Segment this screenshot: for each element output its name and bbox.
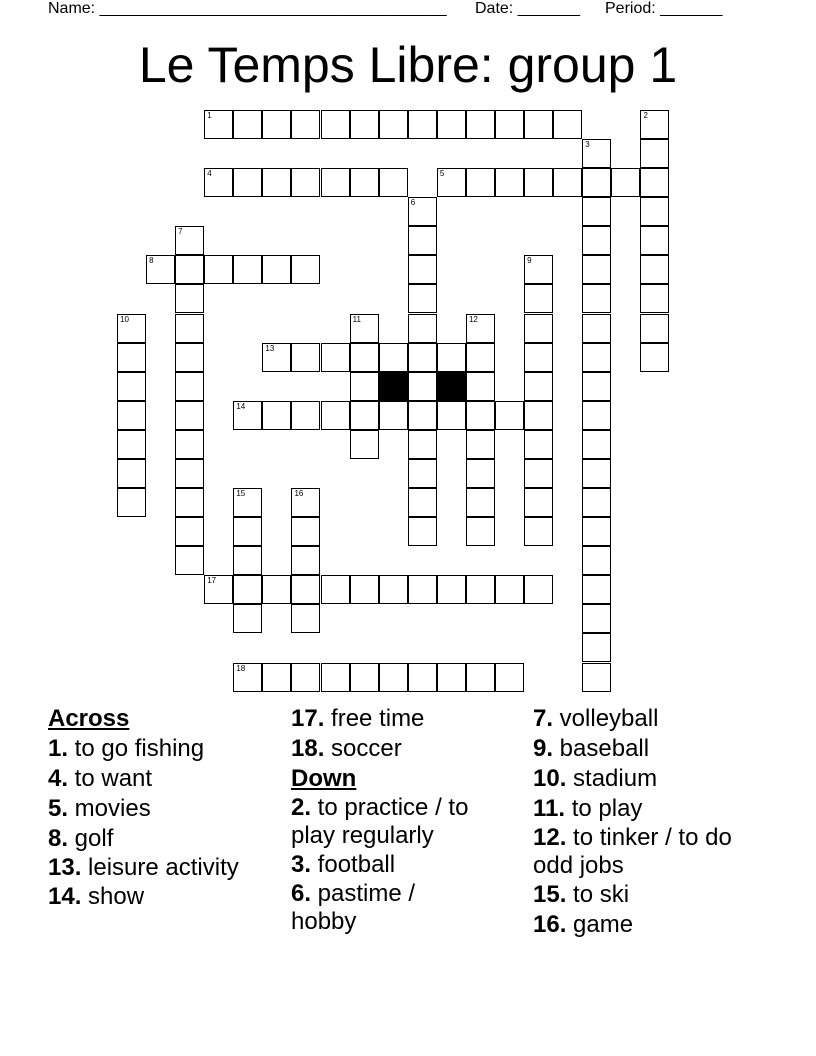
grid-cell[interactable] <box>524 517 553 546</box>
grid-cell[interactable] <box>291 343 320 372</box>
grid-cell[interactable] <box>466 401 495 430</box>
grid-cell[interactable] <box>553 110 582 139</box>
grid-cell[interactable] <box>291 604 320 633</box>
grid-cell[interactable] <box>291 401 320 430</box>
grid-cell[interactable] <box>524 488 553 517</box>
grid-cell[interactable] <box>524 314 553 343</box>
grid-cell[interactable] <box>582 226 611 255</box>
grid-cell[interactable] <box>204 168 233 197</box>
clue-down-12: 12. to tinker / to do odd jobs <box>533 824 732 879</box>
grid-cell[interactable] <box>321 343 350 372</box>
grid-cell[interactable] <box>379 110 408 139</box>
grid-cell[interactable] <box>582 488 611 517</box>
clue-number: 9 <box>527 256 532 266</box>
puzzle-title: Le Temps Libre: group 1 <box>138 37 678 93</box>
blocked-cell <box>379 372 408 401</box>
grid-cell[interactable] <box>233 255 262 284</box>
clue-down-9: 9. baseball <box>533 735 650 762</box>
grid-cell[interactable] <box>291 663 320 692</box>
grid-cell[interactable] <box>350 110 379 139</box>
grid-cell[interactable] <box>175 430 204 459</box>
grid-cell[interactable] <box>233 517 262 546</box>
grid-cell[interactable] <box>640 168 669 197</box>
grid-cell[interactable] <box>350 372 379 401</box>
grid-cell[interactable] <box>524 110 553 139</box>
grid-cell[interactable] <box>408 372 437 401</box>
grid-cell[interactable] <box>408 314 437 343</box>
clue-number: 13 <box>265 343 275 353</box>
grid-cell[interactable] <box>262 575 291 604</box>
grid-cell[interactable] <box>640 314 669 343</box>
grid-cell[interactable] <box>524 372 553 401</box>
grid-cell[interactable] <box>117 488 146 517</box>
grid-cell[interactable] <box>233 575 262 604</box>
grid-cell[interactable] <box>408 255 437 284</box>
grid-cell[interactable] <box>582 255 611 284</box>
grid-cell[interactable] <box>175 488 204 517</box>
grid-cell[interactable] <box>408 343 437 372</box>
grid-cell[interactable] <box>466 488 495 517</box>
grid-cell[interactable] <box>524 401 553 430</box>
grid-cell[interactable] <box>175 255 204 284</box>
grid-cell[interactable] <box>437 663 466 692</box>
grid-cell[interactable] <box>408 197 437 226</box>
grid-cell[interactable] <box>262 401 291 430</box>
grid-cell[interactable] <box>350 314 379 343</box>
grid-cell[interactable] <box>408 110 437 139</box>
grid-cell[interactable] <box>437 168 466 197</box>
clue-number: 18 <box>236 663 246 673</box>
grid-cell[interactable] <box>640 139 669 168</box>
grid-cell[interactable] <box>175 314 204 343</box>
grid-cell[interactable] <box>524 459 553 488</box>
grid-cell[interactable] <box>233 168 262 197</box>
grid-cell[interactable] <box>466 314 495 343</box>
clues-column-3 <box>533 704 748 940</box>
clue-across-5: 5. movies <box>48 795 151 822</box>
grid-cell[interactable] <box>175 459 204 488</box>
grid-cell[interactable] <box>611 168 640 197</box>
grid-cell[interactable] <box>466 430 495 459</box>
grid-cell[interactable] <box>582 633 611 662</box>
grid-cell[interactable] <box>495 110 524 139</box>
clue-across-4: 4. to want <box>48 765 153 792</box>
clue-across-17: 17. free time <box>291 705 425 732</box>
grid-cell[interactable] <box>350 168 379 197</box>
grid-cell[interactable] <box>379 663 408 692</box>
down-heading: Down <box>291 765 357 792</box>
clue-number: 3 <box>585 140 590 150</box>
grid-cell[interactable] <box>466 575 495 604</box>
grid-cell[interactable] <box>582 401 611 430</box>
clue-across-8: 8. golf <box>48 825 114 852</box>
clue-down-16: 16. game <box>533 911 634 938</box>
grid-cell[interactable] <box>350 430 379 459</box>
grid-cell[interactable] <box>495 575 524 604</box>
grid-cell[interactable] <box>117 343 146 372</box>
grid-cell[interactable] <box>291 488 320 517</box>
clue-number: 16 <box>294 489 304 499</box>
clue-down-15: 15. to ski <box>533 881 630 908</box>
grid-cell[interactable] <box>640 226 669 255</box>
grid-cell[interactable] <box>291 255 320 284</box>
grid-cell[interactable] <box>262 168 291 197</box>
grid-cell[interactable] <box>466 517 495 546</box>
grid-cell[interactable] <box>233 546 262 575</box>
clue-down-6: 6. pastime / hobby <box>291 880 416 935</box>
grid-cell[interactable] <box>175 401 204 430</box>
clue-down-11: 11. to play <box>533 795 643 822</box>
grid-cell[interactable] <box>495 168 524 197</box>
grid-cell[interactable] <box>408 459 437 488</box>
name-field-label: Name: _______________________________________ <box>48 0 447 17</box>
clue-number: 17 <box>207 576 217 586</box>
grid-cell[interactable] <box>408 430 437 459</box>
grid-cell[interactable] <box>321 110 350 139</box>
grid-cell[interactable] <box>582 546 611 575</box>
grid-cell[interactable] <box>291 168 320 197</box>
grid-cell[interactable] <box>350 343 379 372</box>
grid-cell[interactable] <box>466 343 495 372</box>
grid-cell[interactable] <box>582 284 611 313</box>
grid-cell[interactable] <box>582 575 611 604</box>
grid-cell[interactable] <box>640 197 669 226</box>
grid-cell[interactable] <box>466 168 495 197</box>
clue-down-3: 3. football <box>291 851 396 878</box>
grid-cell[interactable] <box>291 110 320 139</box>
grid-cell[interactable] <box>321 168 350 197</box>
grid-cell[interactable] <box>291 575 320 604</box>
grid-cell[interactable] <box>233 110 262 139</box>
grid-cell[interactable] <box>524 284 553 313</box>
grid-cell[interactable] <box>582 314 611 343</box>
grid-cell[interactable] <box>321 401 350 430</box>
blocked-cell <box>437 372 466 401</box>
grid-cell[interactable] <box>582 663 611 692</box>
grid-cell[interactable] <box>466 110 495 139</box>
grid-cell[interactable] <box>117 459 146 488</box>
grid-cell[interactable] <box>350 663 379 692</box>
grid-cell[interactable] <box>379 575 408 604</box>
grid-cell[interactable] <box>175 343 204 372</box>
grid-cell[interactable] <box>233 604 262 633</box>
grid-cell[interactable] <box>175 546 204 575</box>
grid-cell[interactable] <box>582 517 611 546</box>
clue-down-10: 10. stadium <box>533 765 658 792</box>
grid-cell[interactable] <box>466 459 495 488</box>
grid-cell[interactable] <box>495 663 524 692</box>
grid-cell[interactable] <box>437 110 466 139</box>
across-heading: Across <box>48 705 130 732</box>
grid-cell[interactable] <box>466 663 495 692</box>
grid-cell[interactable] <box>437 401 466 430</box>
clue-across-13: 13. leisure activity <box>48 854 239 881</box>
grid-cell[interactable] <box>640 110 669 139</box>
grid-cell[interactable] <box>321 575 350 604</box>
grid-cell[interactable] <box>408 517 437 546</box>
grid-cell[interactable] <box>408 284 437 313</box>
clues-column-2 <box>291 704 506 936</box>
grid-cell[interactable] <box>408 575 437 604</box>
grid-cell[interactable] <box>262 343 291 372</box>
grid-cell[interactable] <box>233 401 262 430</box>
grid-cell[interactable] <box>437 343 466 372</box>
grid-cell[interactable] <box>175 517 204 546</box>
grid-cell[interactable] <box>553 168 582 197</box>
grid-cell[interactable] <box>582 139 611 168</box>
grid-cell[interactable] <box>204 110 233 139</box>
grid-cell[interactable] <box>408 226 437 255</box>
grid-cell[interactable] <box>437 575 466 604</box>
grid-cell[interactable] <box>408 401 437 430</box>
grid-cell[interactable] <box>582 168 611 197</box>
clue-number: 15 <box>236 489 246 499</box>
grid-cell[interactable] <box>262 663 291 692</box>
clue-down-2: 2. to practice / to play regularly <box>291 794 469 849</box>
grid-cell[interactable] <box>640 255 669 284</box>
clue-down-7: 7. volleyball <box>533 705 659 732</box>
grid-cell[interactable] <box>175 226 204 255</box>
grid-cell[interactable] <box>524 575 553 604</box>
grid-cell[interactable] <box>291 546 320 575</box>
grid-cell[interactable] <box>350 575 379 604</box>
grid-cell[interactable] <box>291 517 320 546</box>
clues-column-1 <box>48 704 248 912</box>
grid-cell[interactable] <box>233 488 262 517</box>
grid-cell[interactable] <box>204 255 233 284</box>
clue-across-1: 1. to go fishing <box>48 735 205 762</box>
grid-cell[interactable] <box>582 197 611 226</box>
period-field-label: Period: _______ <box>605 0 723 17</box>
grid-cell[interactable] <box>408 663 437 692</box>
grid-cell[interactable] <box>582 459 611 488</box>
grid-cell[interactable] <box>379 168 408 197</box>
grid-cell[interactable] <box>117 372 146 401</box>
clue-number: 10 <box>120 314 129 324</box>
clue-number: 11 <box>352 314 361 324</box>
grid-cell[interactable] <box>582 430 611 459</box>
clue-across-18: 18. soccer <box>291 735 402 762</box>
clue-number: 7 <box>178 227 183 237</box>
date-field-label: Date: _______ <box>475 0 580 17</box>
grid-cell[interactable] <box>262 110 291 139</box>
grid-cell[interactable] <box>146 255 175 284</box>
grid-cell[interactable] <box>582 372 611 401</box>
grid-cell[interactable] <box>175 284 204 313</box>
clue-number: 5 <box>439 169 445 179</box>
grid-cell[interactable] <box>582 604 611 633</box>
grid-cell[interactable] <box>524 343 553 372</box>
grid-cell[interactable] <box>321 663 350 692</box>
clue-number: 6 <box>410 198 416 208</box>
grid-cell[interactable] <box>262 255 291 284</box>
clue-number: 2 <box>643 111 648 120</box>
grid-cell[interactable] <box>233 663 262 692</box>
grid-cell[interactable] <box>524 255 553 284</box>
grid-cell[interactable] <box>495 401 524 430</box>
grid-cell[interactable] <box>408 488 437 517</box>
grid-cell[interactable] <box>640 284 669 313</box>
grid-cell[interactable] <box>350 401 379 430</box>
grid-cell[interactable] <box>175 372 204 401</box>
grid-cell[interactable] <box>524 168 553 197</box>
grid-cell[interactable] <box>582 343 611 372</box>
grid-cell[interactable] <box>204 575 233 604</box>
grid-cell[interactable] <box>379 401 408 430</box>
clue-number: 8 <box>149 256 154 266</box>
grid-cell[interactable] <box>640 343 669 372</box>
grid-cell[interactable] <box>524 430 553 459</box>
clue-number: 14 <box>236 401 246 411</box>
clue-number: 1 <box>207 111 212 120</box>
grid-cell[interactable] <box>379 343 408 372</box>
clue-number: 12 <box>468 314 478 324</box>
clue-number: 4 <box>207 169 212 179</box>
grid-cell[interactable] <box>117 430 146 459</box>
grid-cell[interactable] <box>117 401 146 430</box>
grid-cell[interactable] <box>117 314 146 343</box>
grid-cell[interactable] <box>466 372 495 401</box>
clue-across-14: 14. show <box>48 883 145 910</box>
